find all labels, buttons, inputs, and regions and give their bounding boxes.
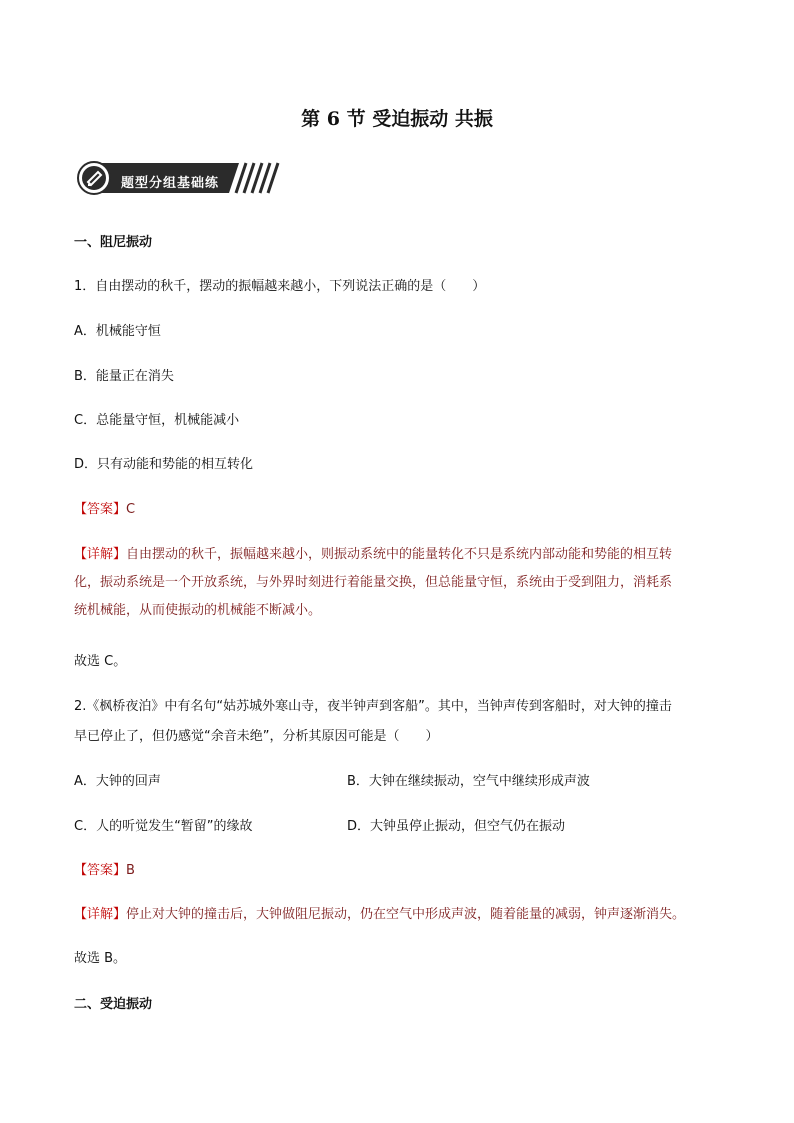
q2-option-d: D．大钟虽停止振动，但空气仍在振动 (347, 819, 566, 834)
q2-option-b: B．大钟在继续振动，空气中继续形成声波 (347, 774, 590, 789)
q2-detail (74, 901, 724, 929)
q2-conclusion: 故选 B。 (74, 951, 127, 966)
q1-detail (74, 541, 724, 625)
section-heading-2: 二、受迫振动 (74, 997, 153, 1012)
answer-value: B (126, 863, 135, 878)
q2-detail-line-1: 【详解】停止对大钟的撞击后，大钟做阻尼振动，仍在空气中形成声波，随着能量的减弱，钟声逐渐消失。 (74, 907, 686, 922)
answer-value: C (126, 502, 136, 517)
q1-detail-line-2: 化，振动系统是一个开放系统，与外界时刻进行着能量交换，但总能量守恒，系统由于受到阻力，消耗系 (74, 575, 673, 590)
answer-tag: 【答案】 (74, 863, 127, 878)
q2-answer (74, 863, 135, 879)
q2-option-c: C．人的听觉发生“暂留”的缘故 (74, 819, 253, 834)
q2-option-a: A．大钟的回声 (74, 774, 161, 789)
q1-option-a: A．机械能守恒 (74, 324, 161, 339)
q2-stem-line-1: 2.《枫桥夜泊》中有名句“姑苏城外寒山寺，夜半钟声到客船”。其中，当钟声传到客船时，对大钟的撞击 (74, 699, 672, 714)
detail-tag: 【详解】 (74, 907, 127, 922)
q1-conclusion: 故选 C。 (74, 654, 127, 669)
q1-detail-line-3: 统机械能，从而使振动的机械能不断减小。 (74, 603, 322, 618)
q1-detail-line-1: 【详解】自由摆动的秋千，振幅越来越小，则振动系统中的能量转化不只是系统内部动能和势能的相互转 (74, 547, 673, 562)
section-heading-1: 一、阻尼振动 (74, 235, 153, 250)
q2-stem-line-2: 早已停止了，但仍感觉“余音未绝”，分析其原因可能是（ ） (74, 729, 439, 744)
answer-tag: 【答案】 (74, 502, 127, 517)
q1-option-b: B．能量正在消失 (74, 369, 174, 384)
q1-answer (74, 502, 135, 518)
detail-tag: 【详解】 (74, 547, 127, 562)
q1-stem: 1．自由摆动的秋千，摆动的振幅越来越小，下列说法正确的是（ ） (74, 279, 486, 294)
banner-stripes (236, 163, 278, 193)
banner-label: 题型分组基础练 (121, 176, 220, 191)
q1-option-c: C．总能量守恒，机械能减小 (74, 413, 240, 428)
page-title: 第 6 节 受迫振动 共振 (301, 108, 493, 130)
q1-option-d: D．只有动能和势能的相互转化 (74, 457, 254, 472)
